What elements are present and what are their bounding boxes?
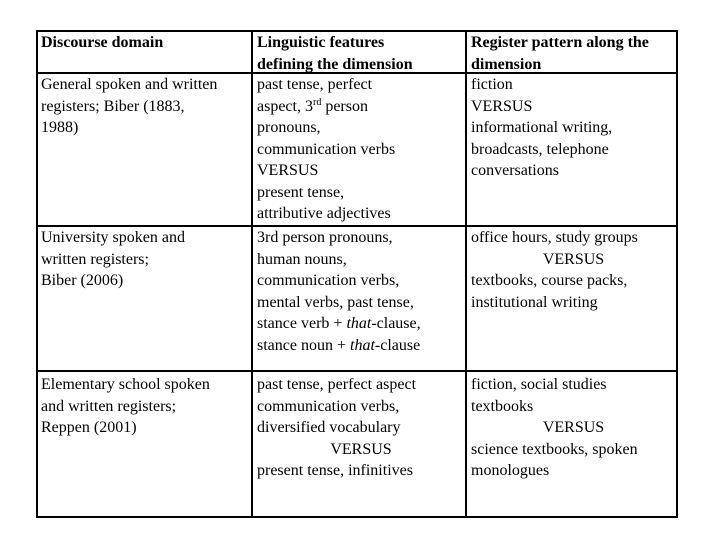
cell-text: Biber (2006) (41, 272, 124, 289)
cell-text-part: stance noun + (257, 336, 350, 354)
cell-text: communication verbs, (257, 272, 400, 289)
cell-text: textbooks, course packs, (471, 272, 628, 289)
cell-text: 1988) (41, 119, 79, 136)
cell-text: attributive adjectives (257, 205, 391, 222)
cell-text-part: stance verb + (257, 315, 347, 332)
cell-register-pattern (465, 227, 676, 370)
versus-label: VERSUS (330, 440, 392, 458)
cell-text: office hours, study groups (471, 229, 638, 246)
cell-text: informational writing, (471, 119, 613, 136)
italic-term: that (350, 336, 375, 354)
cell-text: institutional writing (471, 293, 598, 311)
cell-text (257, 96, 465, 118)
header-register-pattern (465, 32, 676, 72)
cell-text (257, 335, 465, 357)
header-text: Linguistic features (257, 34, 385, 51)
versus-label: VERSUS (542, 250, 605, 268)
versus-label: VERSUS (471, 97, 533, 115)
cell-text: past tense, perfect (257, 76, 373, 93)
cell-text-part: person (321, 97, 368, 115)
cell-text: broadcasts, telephone (471, 140, 609, 158)
cell-discourse-domain (38, 74, 251, 225)
cell-text: General spoken and written (41, 76, 218, 93)
cell-text: pronouns, (257, 119, 321, 136)
cell-text (257, 313, 465, 335)
cell-text: diversified vocabulary (257, 419, 401, 436)
cell-linguistic-features (251, 74, 465, 225)
register-dimensions-table (36, 30, 678, 518)
cell-linguistic-features (251, 372, 465, 516)
cell-text: conversations (471, 162, 559, 179)
cell-text: monologues (471, 462, 550, 479)
cell-text: University spoken and (41, 229, 185, 246)
table-row (38, 227, 676, 372)
italic-term: that (346, 315, 372, 332)
cell-text: human nouns, (257, 250, 347, 268)
cell-linguistic-features (251, 227, 465, 370)
header-linguistic-features (251, 32, 465, 72)
header-text: Discourse domain (41, 34, 164, 51)
cell-text: communication verbs, (257, 397, 400, 415)
header-discourse-domain (38, 32, 251, 72)
versus-label: VERSUS (542, 419, 605, 436)
ordinal-superscript: rd (312, 96, 322, 108)
cell-text: written registers; (41, 250, 149, 268)
cell-discourse-domain (38, 372, 251, 516)
cell-text: fiction (471, 76, 513, 93)
cell-text: Elementary school spoken (41, 376, 210, 393)
cell-text-part: -clause, (371, 315, 421, 332)
cell-register-pattern (465, 372, 676, 516)
table-row (38, 74, 676, 227)
table-row (38, 372, 676, 516)
header-text: defining the dimension (257, 55, 413, 73)
cell-text: fiction, social studies (471, 376, 607, 393)
cell-text: past tense, perfect aspect (257, 376, 417, 393)
cell-text: communication verbs (257, 140, 396, 158)
table-header-row (38, 32, 676, 74)
cell-text: mental verbs, past tense, (257, 293, 414, 311)
cell-text-part: -clause (374, 336, 421, 354)
versus-label: VERSUS (257, 162, 319, 179)
cell-discourse-domain (38, 227, 251, 370)
cell-text: and written registers; (41, 397, 177, 415)
cell-text: registers; Biber (1883, (41, 97, 185, 115)
cell-text: Reppen (2001) (41, 419, 137, 436)
cell-text-part: aspect, 3 (257, 97, 313, 115)
cell-text: present tense, infinitives (257, 462, 413, 479)
header-text: Register pattern along the (471, 34, 649, 51)
cell-text: textbooks (471, 397, 534, 415)
cell-text: 3rd person pronouns, (257, 229, 393, 246)
cell-text: science textbooks, spoken (471, 440, 638, 458)
cell-text: present tense, (257, 183, 345, 201)
header-text: dimension (471, 55, 542, 73)
cell-register-pattern (465, 74, 676, 225)
